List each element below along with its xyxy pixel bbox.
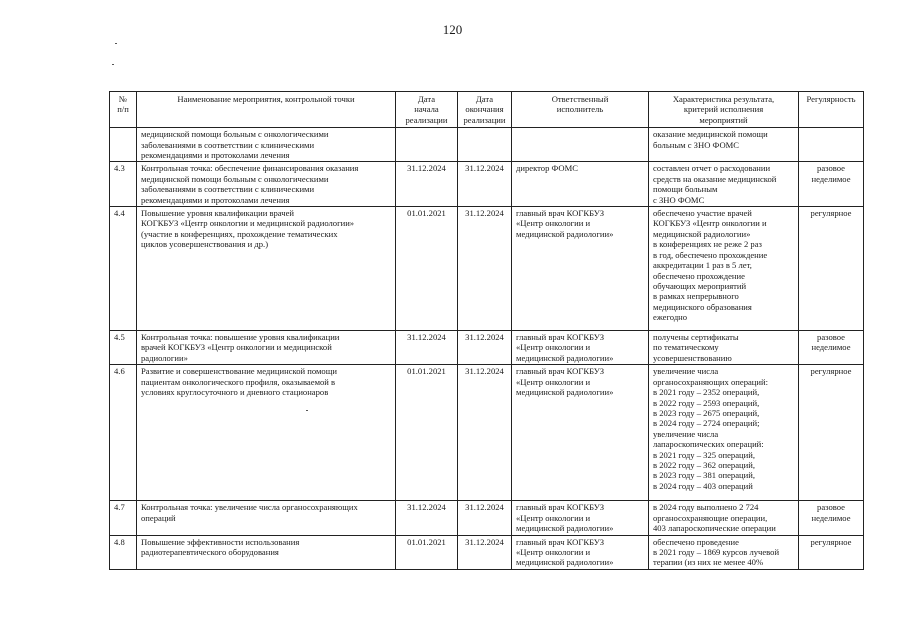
row-responsible: главный врач КОГКБУЗ «Центр онкологии и медицинской радиологии» [512, 365, 649, 501]
row-end-date: 31.12.2024 [458, 331, 512, 365]
row-responsible [512, 128, 649, 162]
row-start-date: 31.12.2024 [396, 501, 458, 535]
table-row [110, 128, 864, 162]
row-end-date: 31.12.2024 [458, 207, 512, 331]
row-responsible: главный врач КОГКБУЗ «Центр онкологии и медицинской радиологии» [512, 331, 649, 365]
row-result: обеспечено проведение в 2021 году – 1869 курсов лучевой терапии (из них не менее 40% [649, 535, 799, 569]
row-regularity: разовое неделимое [799, 331, 864, 365]
row-name: Развитие и совершенствование медицинской помощи пациентам онкологического профиля, оказываемой в условиях круглосуточного и дневного стационаров [137, 365, 396, 501]
activities-table [109, 91, 864, 570]
row-name: медицинской помощи больным с онкологическими заболеваниями в соответствии с клиническими рекомендациями и протоколами лечения [137, 128, 396, 162]
row-start-date [396, 128, 458, 162]
row-num: 4.7 [110, 501, 137, 535]
header-result: Характеристика результата, критерий исполнения мероприятий [649, 92, 799, 128]
scan-speck [112, 64, 114, 65]
row-result: в 2024 году выполнено 2 724 органосохраняющие операции, 403 лапароскопические операции [649, 501, 799, 535]
row-name: Контрольная точка: повышение уровня квалификации врачей КОГКБУЗ «Центр онкологии и медицинской радиологии» [137, 331, 396, 365]
table-row [110, 207, 864, 331]
row-num [110, 128, 137, 162]
header-regularity: Регулярность [799, 92, 864, 128]
row-start-date: 31.12.2024 [396, 331, 458, 365]
header-name: Наименование мероприятия, контрольной точки [137, 92, 396, 128]
row-regularity: регулярное [799, 535, 864, 569]
row-result: увеличение числа органосохраняющих операций: в 2021 году – 2352 операций, в 2022 году – 2593 операций, в 2023 году – 2675 операций, в 2024 году – 2724 операций; увеличение числа лапароскопических операций: в 2021 году – 325 операций, в 2022 году – 362 операций, в 2023 году – 381 операций, в 2024 году – 403 операций [649, 365, 799, 501]
scan-speck [306, 410, 308, 411]
scan-speck [115, 43, 117, 44]
row-end-date: 31.12.2024 [458, 501, 512, 535]
table-header-row [110, 92, 864, 128]
row-name: Повышение уровня квалификации врачей КОГКБУЗ «Центр онкологии и медицинской радиологии» (участие в конференциях, прохождение тематических циклов усовершенствования и др.) [137, 207, 396, 331]
row-result: обеспечено участие врачей КОГКБУЗ «Центр онкологии и медицинской радиологии» в конференциях не реже 2 раз в год, обеспечено прохождение аккредитации 1 раз в 5 лет, обеспечено прохождение обучающих мероприятий в рамках непрерывного медицинского образования ежегодно [649, 207, 799, 331]
header-end-date: Дата окончания реализации [458, 92, 512, 128]
row-regularity [799, 128, 864, 162]
row-name: Повышение эффективности использования радиотерапевтического оборудования [137, 535, 396, 569]
table-row [110, 162, 864, 207]
row-responsible: главный врач КОГКБУЗ «Центр онкологии и медицинской радиологии» [512, 535, 649, 569]
row-responsible: главный врач КОГКБУЗ «Центр онкологии и медицинской радиологии» [512, 207, 649, 331]
row-regularity: разовое неделимое [799, 501, 864, 535]
table-row [110, 501, 864, 535]
row-name: Контрольная точка: увеличение числа органосохраняющих операций [137, 501, 396, 535]
row-responsible: главный врач КОГКБУЗ «Центр онкологии и медицинской радиологии» [512, 501, 649, 535]
row-result: составлен отчет о расходовании средств на оказание медицинской помощи больным с ЗНО ФОМС [649, 162, 799, 207]
row-result: оказание медицинской помощи больным с ЗНО ФОМС [649, 128, 799, 162]
table-row [110, 365, 864, 501]
row-start-date: 01.01.2021 [396, 207, 458, 331]
row-result: получены сертификаты по тематическому усовершенствованию [649, 331, 799, 365]
page-number: 120 [442, 22, 463, 37]
table-row [110, 535, 864, 569]
row-num: 4.8 [110, 535, 137, 569]
row-regularity: регулярное [799, 207, 864, 331]
row-num: 4.5 [110, 331, 137, 365]
row-start-date: 01.01.2021 [396, 535, 458, 569]
row-num: 4.4 [110, 207, 137, 331]
table-row [110, 331, 864, 365]
row-regularity: регулярное [799, 365, 864, 501]
row-responsible: директор ФОМС [512, 162, 649, 207]
row-end-date: 31.12.2024 [458, 365, 512, 501]
row-end-date: 31.12.2024 [458, 162, 512, 207]
row-name: Контрольная точка: обеспечение финансирования оказания медицинской помощи больным с онкологическими заболеваниями в соответствии с клиническими рекомендациями и протоколами лечения [137, 162, 396, 207]
row-end-date [458, 128, 512, 162]
header-responsible: Ответственный исполнитель [512, 92, 649, 128]
row-regularity: разовое неделимое [799, 162, 864, 207]
row-num: 4.6 [110, 365, 137, 501]
row-start-date: 31.12.2024 [396, 162, 458, 207]
row-end-date: 31.12.2024 [458, 535, 512, 569]
row-num: 4.3 [110, 162, 137, 207]
row-start-date: 01.01.2021 [396, 365, 458, 501]
header-num: № п/п [110, 92, 137, 128]
header-start-date: Дата начала реализации [396, 92, 458, 128]
